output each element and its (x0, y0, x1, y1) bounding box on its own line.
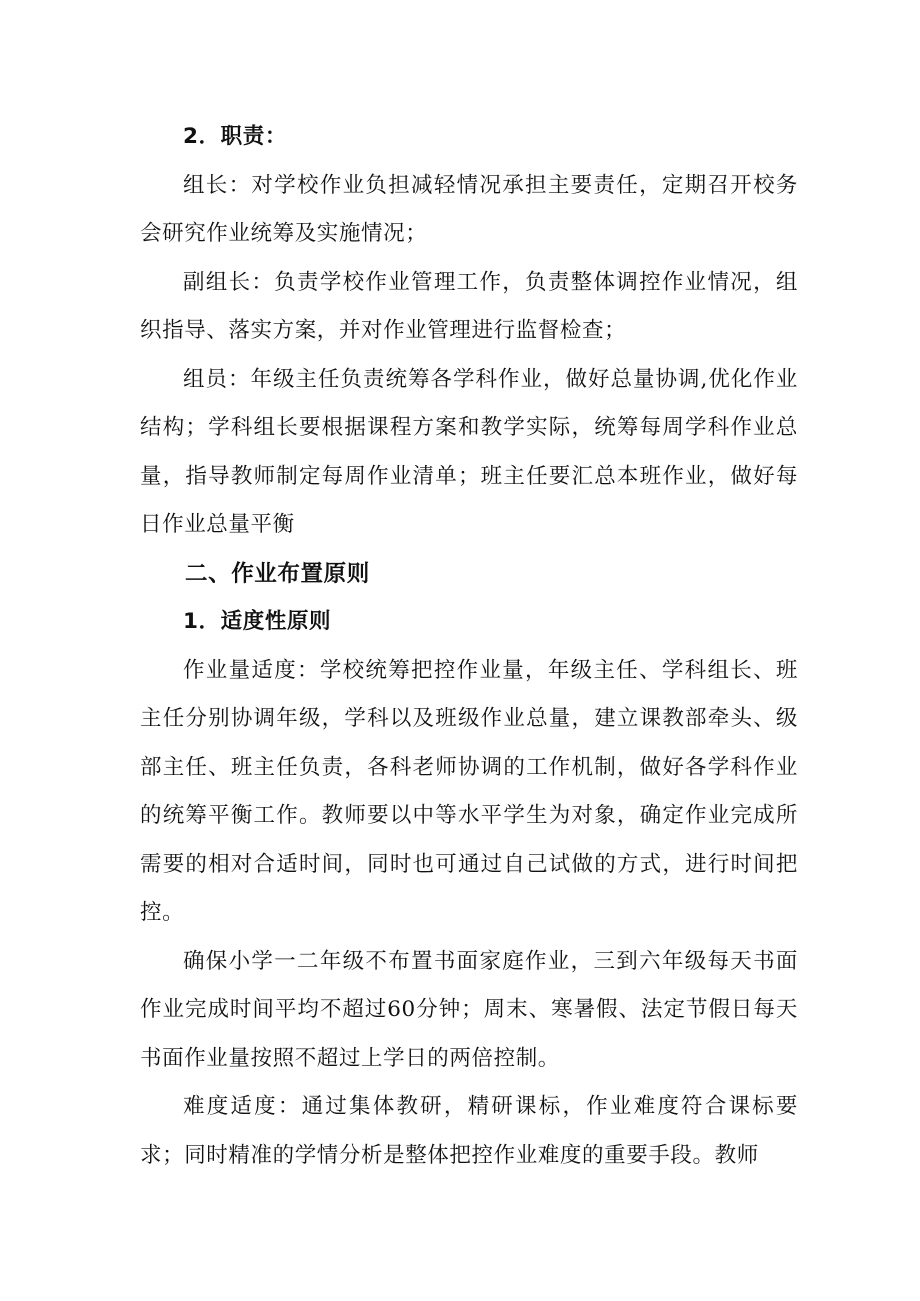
paragraph-difficulty-moderation: 难度适度：通过集体教研，精研课标，作业难度符合课标要求；同时精准的学情分析是整体把控作业难度的重要手段。教师 (140, 1094, 798, 1168)
paragraph-deputy-leader: 副组长：负责学校作业管理工作，负责整体调控作业情况，组织指导、落实方案，并对作业管理进行监督检查； (140, 269, 798, 343)
section-heading-responsibilities: 2．职责： (183, 124, 287, 149)
paragraph-leader: 组长：对学校作业负担减轻情况承担主要责任，定期召开校务会研究作业统筹及实施情况； (140, 172, 798, 246)
chapter-heading-assignment-principles: 二、作业布置原则 (185, 560, 370, 587)
paragraph-ensure-limits: 确保小学一二年级不布置书面家庭作业，三到六年级每天书面作业完成时间平均不超过60分钟；周末、寒暑假、法定节假日每天书面作业量按照不超过上学日的两倍控制。 (140, 948, 798, 1071)
subheading-moderation-principle: 1．适度性原则 (183, 609, 332, 634)
paragraph-workload-moderation: 作业量适度：学校统筹把控作业量，年级主任、学科组长、班主任分别协调年级，学科以及班级作业总量，建立课教部牵头、级部主任、班主任负责，各科老师协调的工作机制，做好各学科作业的统筹平衡工作。教师要以中等水平学生为对象，确定作业完成所需要的相对合适时间，同时也可通过自己试做的方式，进行时间把控。 (140, 657, 798, 925)
document-body (140, 113, 798, 1180)
paragraph-members: 组员：年级主任负责统筹各学科作业，做好总量协调,优化作业结构；学科组长要根据课程方案和教学实际，统筹每周学科作业总量，指导教师制定每周作业清单；班主任要汇总本班作业，做好每日作业总量平衡 (140, 366, 798, 537)
